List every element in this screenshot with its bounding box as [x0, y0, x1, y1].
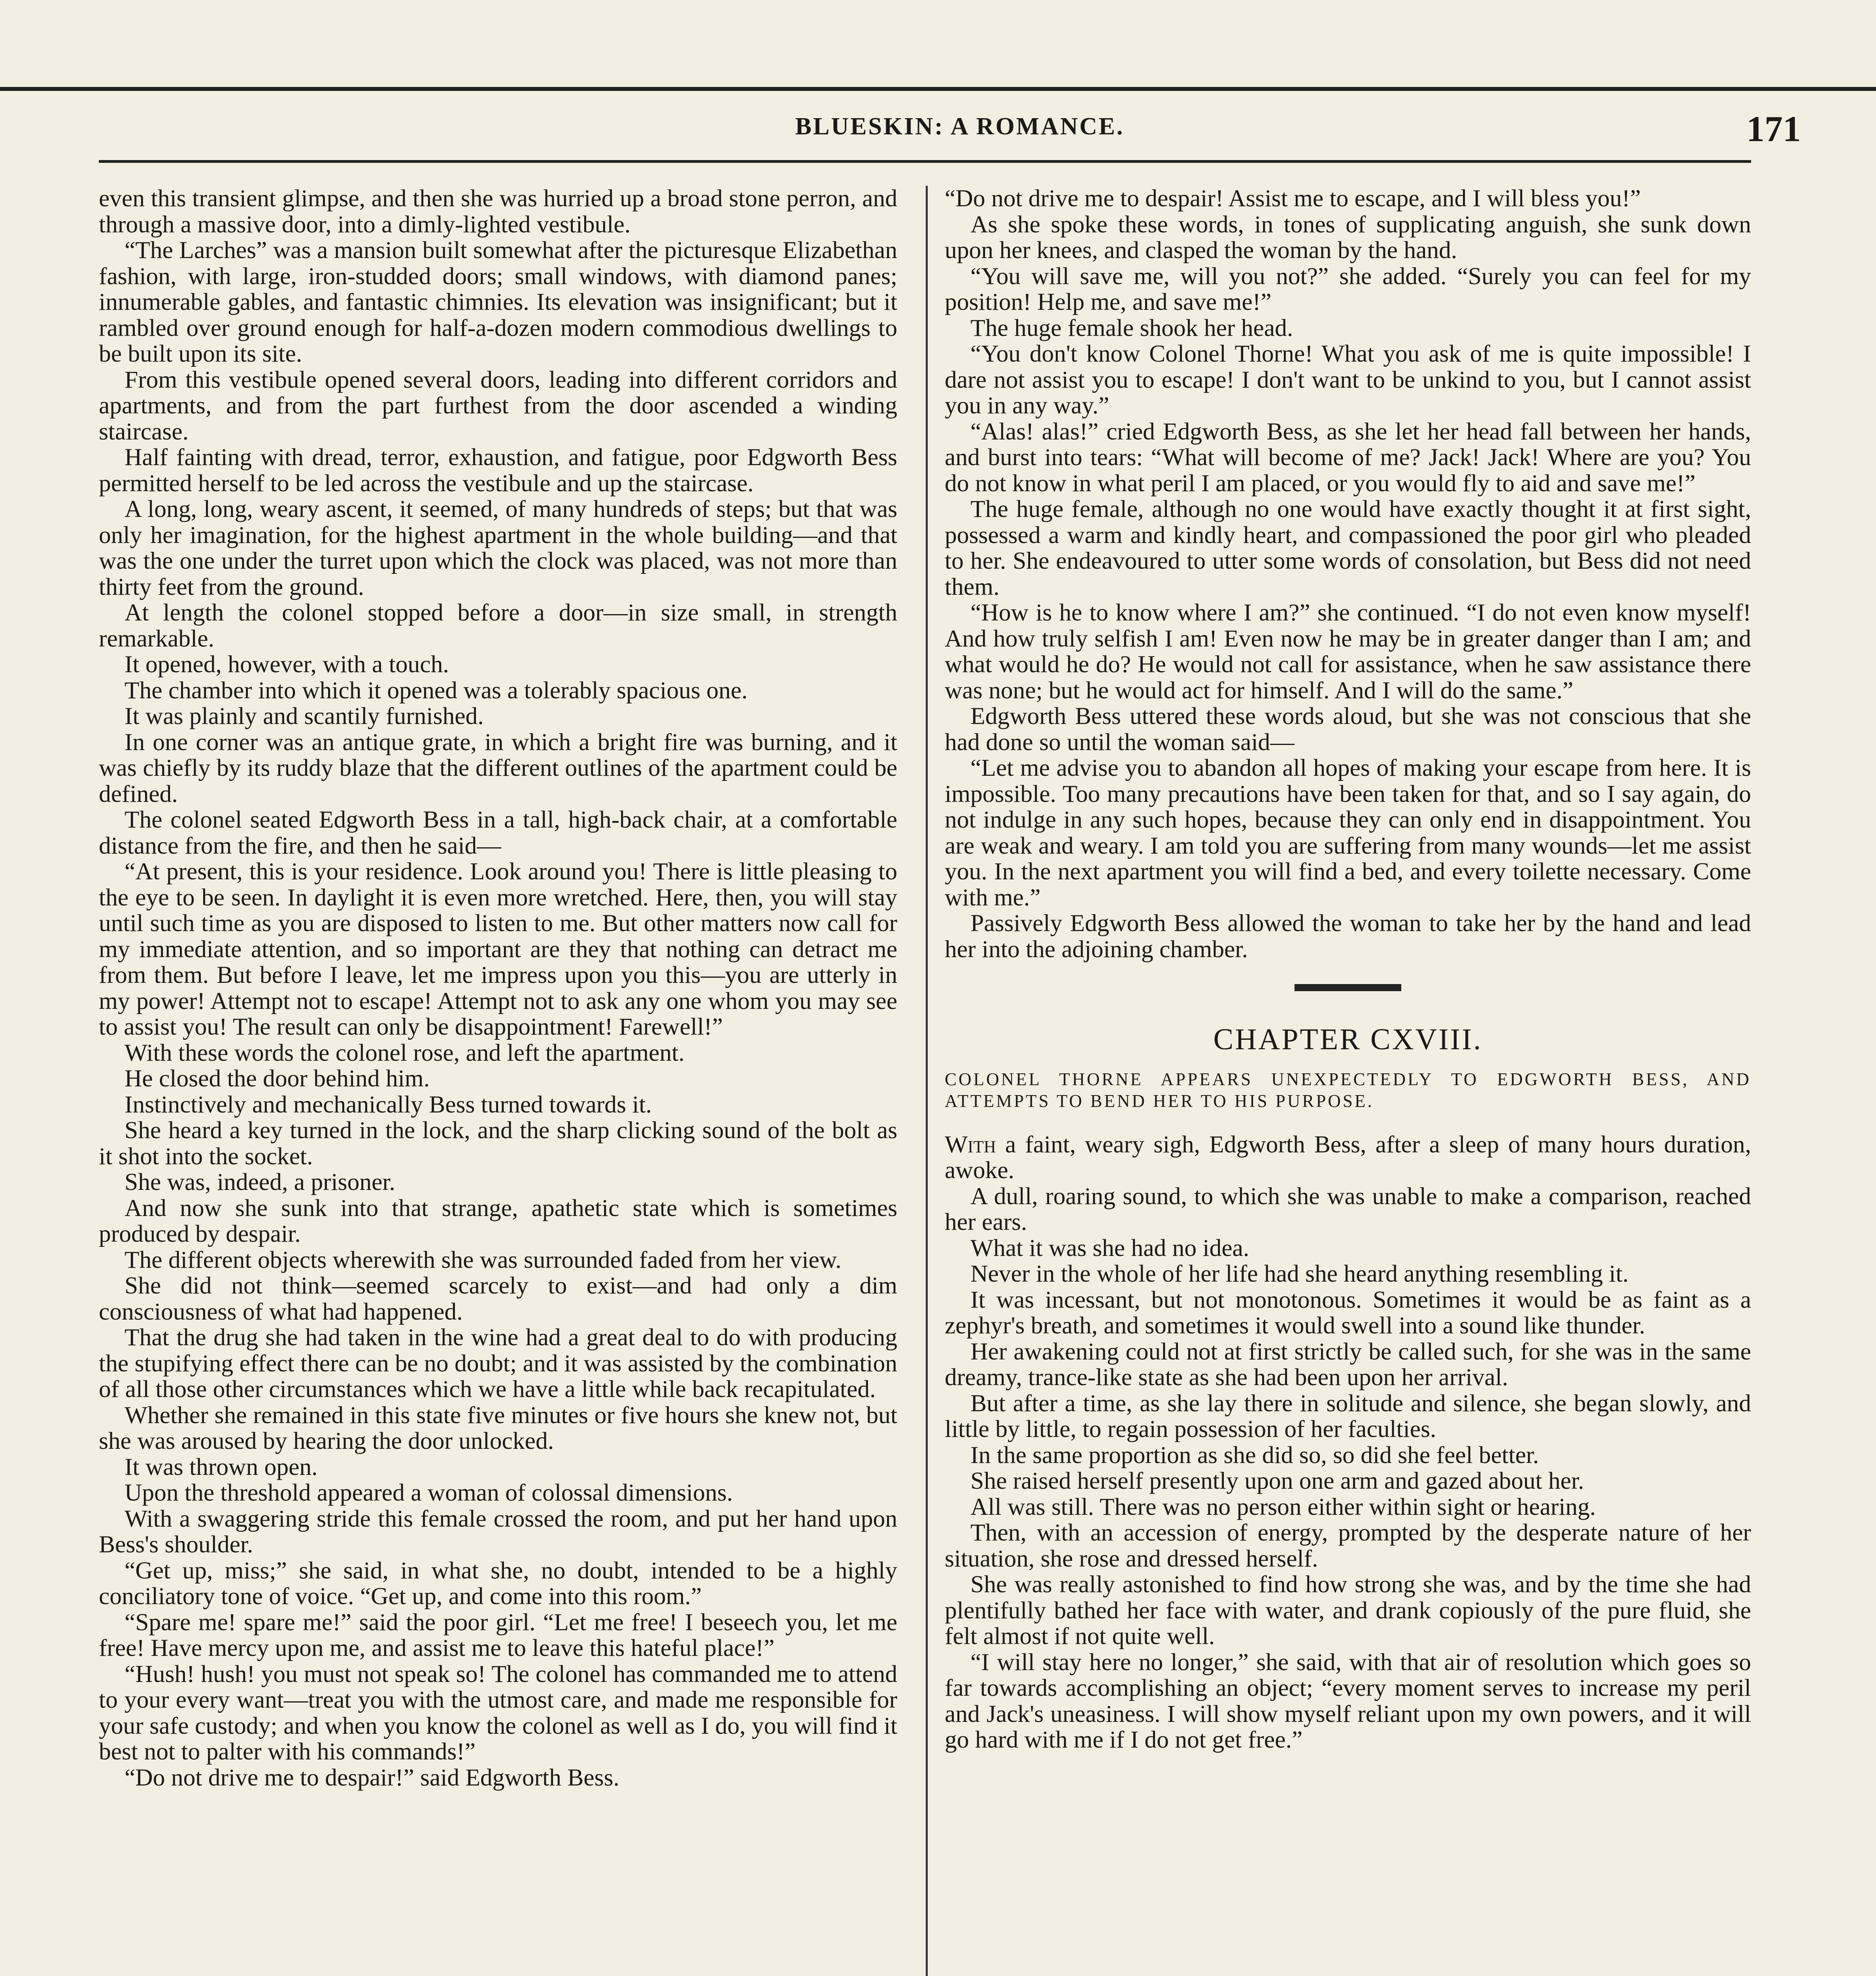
paragraph: What it was she had no idea.: [970, 1234, 1249, 1261]
paragraph: “I will stay here no longer,” she said, with that air of resolution which goes so far towards accomplishing an object; “every moment serves to increase my peril and Jack's uneasiness. I will show myself reliant upon my own powers, and it will go hard with me if I do not get free.”: [945, 1648, 1751, 1753]
column-divider: [926, 186, 928, 1976]
paragraph: She heard a key turned in the lock, and the sharp clicking sound of the bolt as it shot into the socket.: [99, 1117, 897, 1170]
paragraph: “Spare me! spare me!” said the poor girl. “Let me free! I beseech you, let me free! Have mercy upon me, and assist me to leave this hateful place!”: [99, 1608, 897, 1661]
paragraph: It was plainly and scantily furnished.: [125, 703, 484, 730]
paragraph: The colonel seated Edgworth Bess in a tall, high-back chair, at a comfortable distance from the fire, and then he said—: [99, 806, 897, 859]
paragraph: With these words the colonel rose, and left the apartment.: [125, 1039, 685, 1066]
paragraph: “The Larches” was a mansion built somewhat after the picturesque Elizabethan fashion, with large, iron-studded doors; small windows, with diamond panes; innumerable gables, and fantastic chimnies. Its elevation was insignificant; but it rambled over ground enough for half-a-dozen modern commodious dwellings to be built upon its site.: [99, 237, 897, 367]
paragraph: Edgworth Bess uttered these words aloud, but she was not conscious that she had done so until the woman said—: [945, 703, 1751, 756]
paragraph: “Do not drive me to despair! Assist me to escape, and I will bless you!”: [945, 185, 1641, 212]
paragraph: In the same proportion as she did so, so did she feel better.: [970, 1441, 1539, 1469]
paragraph: The huge female shook her head.: [970, 314, 1293, 341]
left-column: [99, 186, 897, 1791]
paragraph: Passively Edgworth Bess allowed the woman to take her by the hand and lead her into the adjoining chamber.: [945, 910, 1751, 963]
paragraph: “Hush! hush! you must not speak so! The colonel has commanded me to attend to your every want—treat you with the utmost care, and made me responsible for your safe custody; and when you know the colonel as well as I do, you will find it best not to palter with his commands!”: [99, 1660, 897, 1765]
page-number: 171: [1746, 109, 1801, 149]
right-column: [945, 186, 1751, 1753]
paragraph: Her awakening could not at first strictly be called such, for she was in the same dreamy, trance-like state as she had been upon her arrival.: [945, 1338, 1751, 1391]
header-rule: [99, 160, 1751, 163]
right-column-opening: [945, 186, 1751, 962]
paragraph: She was, indeed, a prisoner.: [125, 1169, 395, 1195]
paragraph: “At present, this is your residence. Look around you! There is little pleasing to the eye to be seen. In daylight it is even more wretched. Here, then, you will stay until such time as you are disposed to listen to me. But other matters now call for my immediate attention, and so important are they that nothing can detract me from them. But before I leave, let me impress upon you this—you are utterly in my power! Attempt not to escape! Attempt not to ask any one whom you may see to assist you! The result can only be disappointment! Farewell!”: [99, 858, 897, 1040]
chapter-summary: COLONEL THORNE APPEARS UNEXPECTEDLY TO EDGWORTH BESS, AND ATTEMPTS TO BEND HER TO HIS PURPOSE.: [945, 1069, 1751, 1111]
chapter-title: CHAPTER CXVIII.: [1213, 1023, 1483, 1056]
chapter-first-paragraph: [945, 1132, 1751, 1184]
paragraph: The chamber into which it opened was a tolerably spacious one.: [125, 677, 748, 704]
paragraph: It was thrown open.: [125, 1453, 318, 1480]
paragraph: At length the colonel stopped before a door—in size small, in strength remarkable.: [99, 599, 897, 652]
chapter-body: [945, 1184, 1751, 1753]
paragraph: Never in the whole of her life had she heard anything resembling it.: [970, 1260, 1629, 1287]
paragraph: All was still. There was no person either within sight or hearing.: [970, 1493, 1596, 1520]
paragraph: “You don't know Colonel Thorne! What you ask of me is quite impossible! I dare not assist you to escape! I don't want to be unkind to you, but I cannot assist you in any way.”: [945, 340, 1751, 419]
paragraph: “How is he to know where I am?” she continued. “I do not even know myself! And how truly selfish I am! Even now he may be in greater danger than I am; and what would he do? He would not call for assistance, when he saw assistance there was none; but he would act for himself. And I will do the same.”: [945, 599, 1751, 704]
paragraph: That the drug she had taken in the wine had a great deal to do with producing the stupifying effect there can be no doubt; and it was assisted by the combination of all those other circumstances which we have a little while back recapitulated.: [99, 1324, 897, 1403]
running-title: BLUESKIN: A ROMANCE.: [795, 113, 1125, 140]
paragraph: It opened, however, with a touch.: [125, 651, 449, 678]
paragraph: She raised herself presently upon one arm and gazed about her.: [970, 1467, 1584, 1494]
paragraph: “Get up, miss;” she said, in what she, no doubt, intended to be a highly conciliatory tone of voice. “Get up, and come into this room.”: [99, 1557, 897, 1610]
paragraph: As she spoke these words, in tones of supplicating anguish, she sunk down upon her knees, and clasped the woman by the hand.: [945, 211, 1751, 264]
paragraph: A long, long, weary ascent, it seemed, of many hundreds of steps; but that was only her imagination, for the highest apartment in the whole building—and that was the one under the turret upon which the clock was placed, was not more than thirty feet from the ground.: [99, 496, 897, 600]
paragraph: A dull, roaring sound, to which she was unable to make a comparison, reached her ears.: [945, 1182, 1751, 1235]
paragraph: With a swaggering stride this female crossed the room, and put her hand upon Bess's shoulder.: [99, 1505, 897, 1558]
paragraph: And now she sunk into that strange, apathetic state which is sometimes produced by despair.: [99, 1194, 897, 1247]
paragraph: She was really astonished to find how strong she was, and by the time she had plentifully bathed her face with water, and drank copiously of the pure fluid, she felt almost if not quite well.: [945, 1571, 1751, 1650]
paragraph: Instinctively and mechanically Bess turned towards it.: [125, 1091, 652, 1118]
chapter-first-word: With: [945, 1131, 996, 1158]
paragraph: In one corner was an antique grate, in which a bright fire was burning, and it was chiefly by its ruddy blaze that the different outlines of the apartment could be defined.: [99, 728, 897, 807]
running-head: [103, 109, 1817, 156]
paragraph: It was incessant, but not monotonous. Sometimes it would be as faint as a zephyr's breath, and sometimes it would swell into a sound like thunder.: [945, 1286, 1751, 1339]
paragraph: Half fainting with dread, terror, exhaustion, and fatigue, poor Edgworth Bess permitted herself to be led across the vestibule and up the staircase.: [99, 444, 897, 497]
section-separator: [1295, 984, 1401, 991]
paragraph: “You will save me, will you not?” she added. “Surely you can feel for my position! Help me, and save me!”: [945, 262, 1751, 315]
paragraph: But after a time, as she lay there in solitude and silence, she began slowly, and little by little, to regain possession of her faculties.: [945, 1390, 1751, 1442]
paragraph: “Alas! alas!” cried Edgworth Bess, as she let her head fall between her hands, and burst into tears: “What will become of me? Jack! Jack! Where are you? You do not know in what peril I am placed, or you would fly to aid and save me!”: [945, 418, 1751, 497]
paragraph: “Do not drive me to despair!” said Edgworth Bess.: [125, 1764, 619, 1791]
chapter-first-paragraph-rest: a faint, weary sigh, Edgworth Bess, after a sleep of many hours duration, awoke.: [945, 1131, 1751, 1184]
paragraph: The huge female, although no one would have exactly thought it at first sight, possessed a warm and kindly heart, and compassioned the poor girl who pleaded to her. She endeavoured to utter some words of consolation, but Bess did not need them.: [945, 496, 1751, 600]
paragraph: From this vestibule opened several doors, leading into different corridors and apartments, and from the part furthest from the door ascended a winding staircase.: [99, 366, 897, 445]
paragraph: Then, with an accession of energy, prompted by the desperate nature of her situation, she rose and dressed herself.: [945, 1519, 1751, 1572]
paragraph: even this transient glimpse, and then she was hurried up a broad stone perron, and through a massive door, into a dimly-lighted vestibule.: [99, 185, 897, 238]
paragraph: He closed the door behind him.: [125, 1065, 430, 1092]
top-rule: [0, 87, 1876, 91]
paragraph: She did not think—seemed scarcely to exist—and had only a dim consciousness of what had happened.: [99, 1272, 897, 1325]
paragraph: “Let me advise you to abandon all hopes of making your escape from here. It is impossible. Too many precautions have been taken for that, and so I say again, do not indulge in any such hopes, because they can only end in disappointment. You are weak and weary. I am told you are suffering from many wounds—let me assist you. In the next apartment you will find a bed, and every toilette necessary. Come with me.”: [945, 754, 1751, 911]
paragraph: Upon the threshold appeared a woman of colossal dimensions.: [125, 1479, 733, 1506]
paragraph: Whether she remained in this state five minutes or five hours she knew not, but she was aroused by hearing the door unlocked.: [99, 1401, 897, 1454]
paragraph: The different objects wherewith she was surrounded faded from her view.: [125, 1246, 842, 1273]
